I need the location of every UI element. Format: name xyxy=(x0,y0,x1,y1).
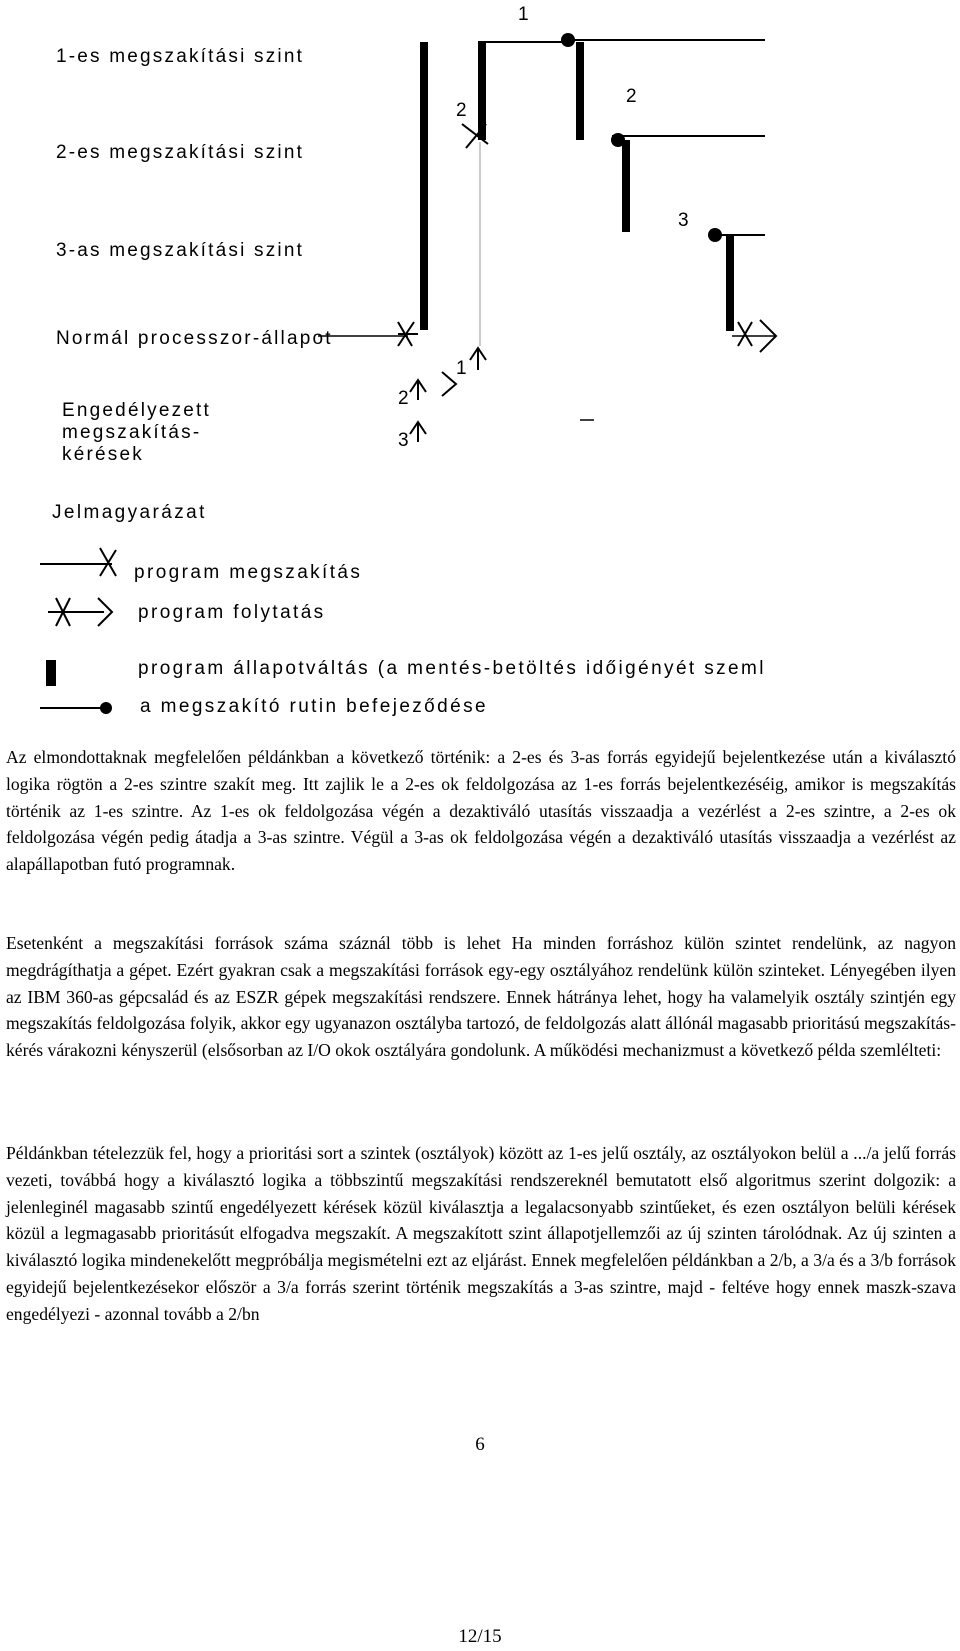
legend-title: Jelmagyarázat xyxy=(52,502,207,523)
level2-number-a: 2 xyxy=(456,100,467,121)
legend-resume-icon xyxy=(48,598,112,626)
switch-bar-level1-end xyxy=(576,42,584,140)
legend-interrupt-label: program megszakítás xyxy=(134,562,363,583)
switch-bar-level2-end xyxy=(622,140,630,232)
interrupt-timing-diagram xyxy=(0,0,960,735)
switch-bar-level3 xyxy=(420,42,428,330)
legend-interrupt-icon xyxy=(40,548,116,576)
level1-top-number: 1 xyxy=(518,4,529,25)
request-2-number: 2 xyxy=(398,388,409,409)
page-footer: 12/15 xyxy=(458,1626,502,1647)
legend-switch-icon xyxy=(46,660,56,686)
routine-end-dot-3 xyxy=(708,228,722,242)
paragraph-2: Esetenként a megszakítási források száma száznál több is lehet Ha minden forráshoz külön szintet rendelünk, az nagyon megdrágíthatja a gépet. Ezért gyakran csak a megszakítási források egy-egy osztályához rendelünk külön szinteket. Lényegében ilyen az IBM 360-as gépcsalád és az ESZR gépek megszakítási rendszere. Ennek hátránya lehet, hogy ha valamelyik osztály szintjén egy megszakítás feldolgozása folyik, akkor egy ugyanazon osztályba tartozó, de feldolgozás alatt állónál magasabb prioritású megszakítás-kérés várakozni kényszerül (elsősorban az I/O okok osztályára gondolunk. A működési mechanizmust a következő példa szemlélteti: xyxy=(6,933,956,1061)
level3-number: 3 xyxy=(678,210,689,231)
routine-end-dot-1 xyxy=(561,33,575,47)
paragraph-3: Példánkban tételezzük fel, hogy a prioritási sort a szintek (osztályok) között az 1-es jelű osztály, az osztályokon belül a .../a jelű forrás vezeti, továbbá hogy a kiválasztó logika a többszintű megszakítási rendszereknél bemutatott első algoritmus szerint dolgozik: a jelenleginél magasabb szintű engedélyezett kérések közül kiválasztja a legalacsonyabb szintűeket, és ezen osztályon belüli kérések közül a legmagasabb prioritásút elfogadva megszakít. A megszakított szint állapotjellemzői az új szinten tárolódnak. Az új szinten a kiválasztó logika mindenekelőtt megpróbálja megismételni ezt az eljárást. Ennek megfelelően példánkban a 2/b, a 3/a és a 3/b források egyidejű bejelentkezésekor először a 3/a forrás szerint történik megszakítás a 3-as szintre, majd - feltéve hogy ennek maszk-szava engedélyezi - azonnal tovább a 2/bn xyxy=(6,1143,956,1324)
interrupt-marker-normal xyxy=(398,322,418,346)
legend-switch-label: program állapotváltás (a mentés-betöltés időigényét szeml xyxy=(138,658,766,679)
legend-end-icon xyxy=(40,702,112,714)
switch-bar-level3-end xyxy=(726,236,734,331)
enabled-requests-label-2: megszakítás- xyxy=(62,422,202,443)
request-arrow-3 xyxy=(410,422,426,442)
routine-end-dot-2 xyxy=(611,133,625,147)
level-3-label: 3-as megszakítási szint xyxy=(56,240,305,261)
level2-number-b: 2 xyxy=(626,86,637,107)
legend-end-label: a megszakító rutin befejeződése xyxy=(140,696,488,717)
enabled-requests-label-3: kérések xyxy=(62,444,144,465)
level-1-label: 1-es megszakítási szint xyxy=(56,46,305,67)
legend-resume-label: program folytatás xyxy=(138,602,326,623)
enabled-requests-label-1: Engedélyezett xyxy=(62,400,212,421)
normal-state-label: Normál processzor-állapot xyxy=(56,328,333,349)
paragraph-1: Az elmondottaknak megfelelően példánkban a következő történik: a 2-es és 3-as forrás egyidejű bejelentkezése után a kiválasztó logika rögtön a 2-es szintre szakít meg. Itt zajlik le a 2-es ok feldolgozása az 1-es forrás bejelentkezéséig, amikor is megszakítás történik az 1-es szintre. Az 1-es ok feldolgozása végén a dezaktiváló utasítás visszaadja a vezérlést a 2-es szintre, a 2-es ok feldolgozása végén pedig átadja a 3-as szintre. Végül a 3-as ok feldolgozása végén a dezaktiváló utasítás visszaadja a vezérlést az alapállapotban futó programnak. xyxy=(6,747,956,875)
page-number: 6 xyxy=(475,1434,485,1455)
level-2-label: 2-es megszakítási szint xyxy=(56,142,305,163)
request-1-number: 1 xyxy=(456,358,467,379)
request-arrow-2 xyxy=(410,380,426,400)
request-3-number: 3 xyxy=(398,430,409,451)
